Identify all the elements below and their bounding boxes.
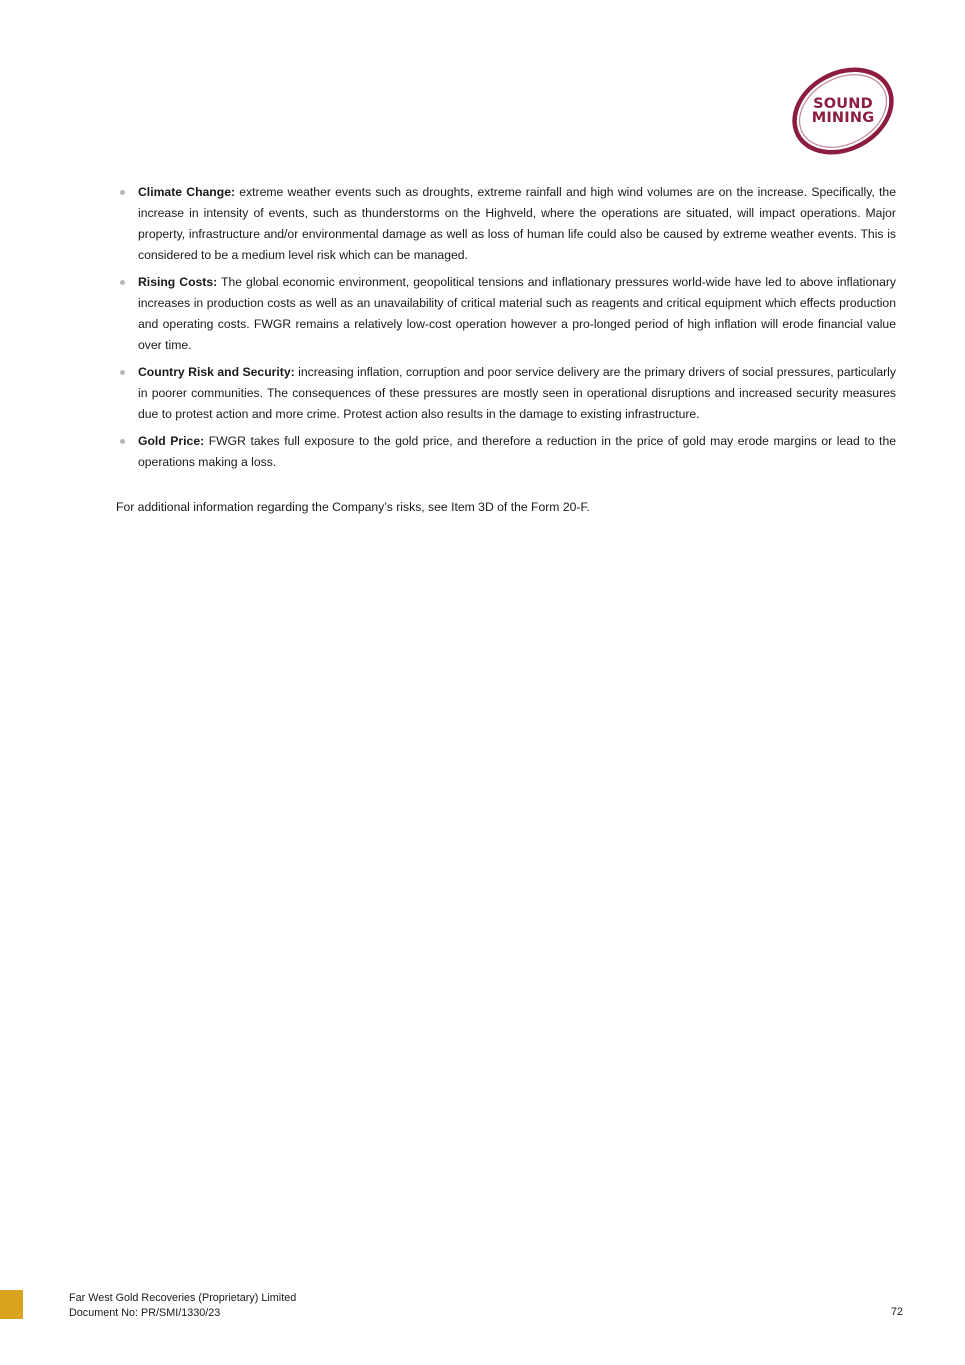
footer-accent-block: [0, 1290, 23, 1319]
risk-title: Climate Change:: [138, 185, 236, 199]
risk-list: [116, 182, 896, 479]
risk-description: increasing inflation, corruption and poor service delivery are the primary drivers of social pressures, particularly in poorer communities. The consequences of these pressures are mostly seen in operational disruptions and increased security measures due to protest action and more crime. Protest action also results in the damage to existing infrastructure.: [138, 365, 896, 421]
bullet-icon: [120, 190, 125, 195]
sound-mining-logo: [786, 64, 900, 158]
logo-word-mining: MINING: [811, 110, 875, 126]
risk-title: Gold Price:: [138, 434, 205, 448]
closing-paragraph: For additional information regarding the Company’s risks, see Item 3D of the Form 20-F.: [116, 500, 590, 514]
risk-item-climate-change: [116, 182, 896, 266]
bullet-icon: [120, 439, 125, 444]
risk-item-country-risk-security: [116, 362, 896, 425]
risk-title: Rising Costs:: [138, 275, 218, 289]
page-number: 72: [890, 1306, 903, 1318]
bullet-icon: [120, 280, 125, 285]
risk-description: The global economic environment, geopolitical tensions and inflationary pressures world-wide have led to above inflationary increases in production costs as well as an unavailability of critical material such as reagents and critical equipment which effects production and operating costs. FWGR remains a relatively low-cost operation however a pro-longed period of high inflation will erode financial value over time.: [138, 275, 897, 352]
bullet-icon: [120, 370, 125, 375]
risk-item-rising-costs: [116, 272, 896, 356]
footer-company-name: Far West Gold Recoveries (Proprietary) Limited: [69, 1292, 297, 1304]
footer-document-number: Document No: PR/SMI/1330/23: [69, 1307, 221, 1319]
logo-word-sound: SOUND: [813, 96, 873, 112]
risk-description: extreme weather events such as droughts, extreme rainfall and high wind volumes are on the increase. Specifically, the increase in intensity of events, such as thunderstorms on the Highveld, where the operations are situated, will impact operations. Major property, infrastructure and/or environmental damage as well as loss of human life could also be caused by extreme weather events. This is considered to be a medium level risk which can be managed.: [138, 185, 896, 262]
risk-item-gold-price: [116, 431, 896, 473]
risk-title: Country Risk and Security:: [138, 365, 295, 379]
risk-description: FWGR takes full exposure to the gold price, and therefore a reduction in the price of gold may erode margins or lead to the operations making a loss.: [138, 434, 896, 469]
